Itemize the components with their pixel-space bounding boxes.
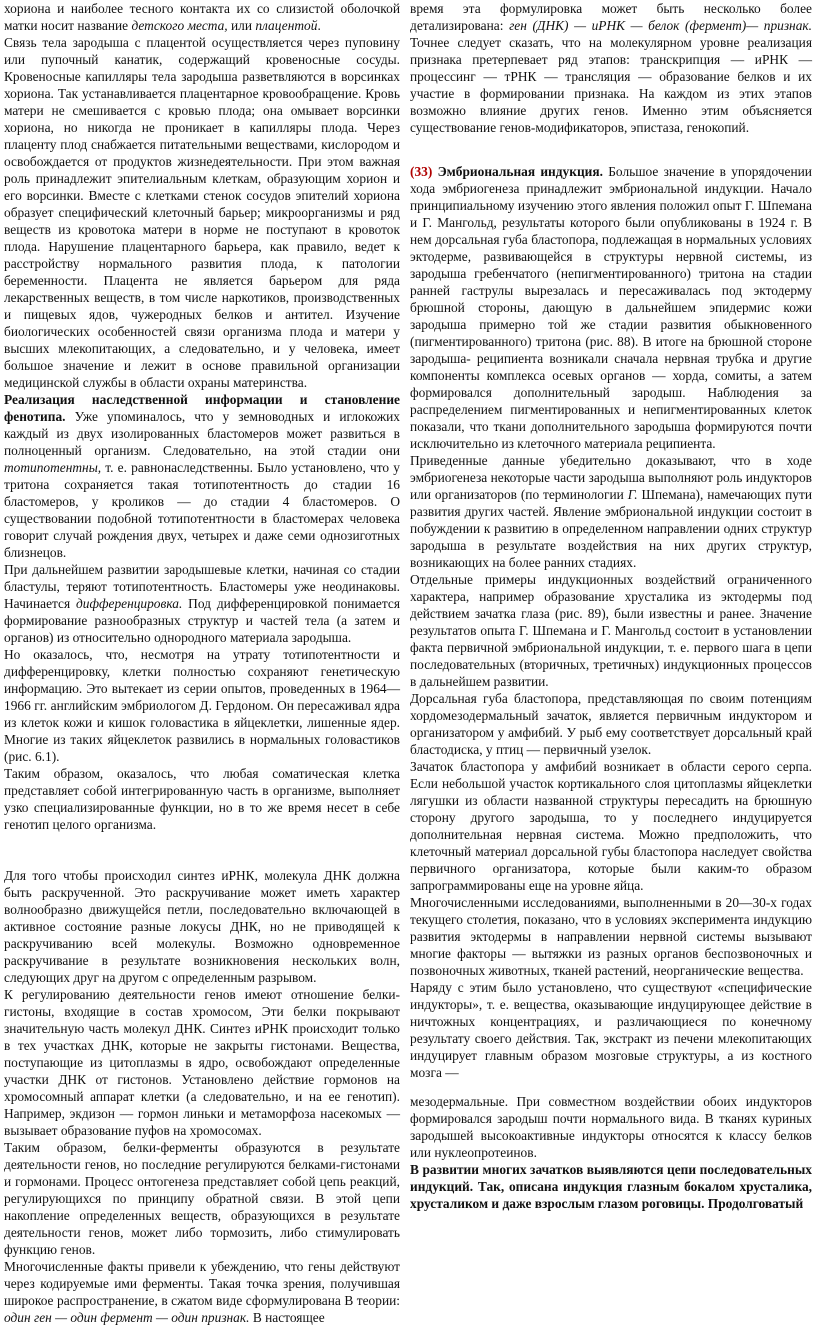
paragraph-histones: К регулированию деятельности генов имеют отношение белки-гистоны, входящие в состав хромосом, Эти белки покрывают значительную часть молекул ДНК. Синтез иРНК происходит только в тех участках ДНК, которые не закрыты гистонами. Вещества, поступающие из цитоплазмы в ядро, освобождают определенные участки ДНК от гистонов. Установлено действие гормонов на хромосомный аппарат клетки (а следовательно, и на ее генотип). Например, экдизон — гормон линьки и метаморфоза насекомых — вызывает образование пуфов на хромосомах. xyxy=(4,987,400,1138)
paragraph-grey-crescent: Зачаток бластопора у амфибий возникает в области серого серпа. Если небольшой участок кортикального слоя цитоплазмы яйцеклетки лягушки из области названной структуры пересадить на брюшную сторону другого зародыша, то у последнего индуцируется дополнительная нервная система. Можно предположить, что клеточный материал дорсальной губы бластопора наследует свойства первичного организатора, которые были каким-то образом запрограммированы еще на уровне яйца. xyxy=(410,759,812,893)
paragraph-placenta-name xyxy=(4,0,400,34)
text-run: Точнее следует сказать, что на молекулярном уровне реализация признака претерпевает ряд этапов: транскрипция — иРНК — процессинг — тРНК — трансляция — образование белков и их участие в формировании признака. На каждом из этих этапов возможно влияние других генов. Именно этим объясняется существование генов-модификаторов, эпистаза, генокопий. xyxy=(410,35,812,135)
text-run: Приведенные данные убедительно доказывают, что в ходе эмбриогенеза некоторые части зародыша выполняют роль индукторов или организаторов (по терминологии xyxy=(410,453,812,502)
paragraph-embryonic-induction xyxy=(410,163,812,452)
paragraph-inductors xyxy=(410,452,812,571)
paragraph-gene-chain xyxy=(410,0,812,136)
left-column xyxy=(4,0,400,1326)
section-heading-phenotype: Реализация наследственной информации и становление фенотипа. xyxy=(4,392,400,424)
paragraph-gap xyxy=(4,833,400,867)
text-run: время эта формулировка может быть несколько более детализирована: xyxy=(410,1,812,33)
text-run: Многочисленные факты привели к убеждению, что гены действуют через кодируемые ими ферменты. Такая точка зрения, получившая широкое распространение, в сжатом виде сформулирована В теории: xyxy=(4,1259,400,1308)
term-placenta: плацентой xyxy=(255,18,318,33)
right-column xyxy=(410,0,812,1212)
paragraph-one-gene-theory xyxy=(4,1258,400,1326)
paragraph-differentiation xyxy=(4,561,400,646)
paragraph-mesodermal: мезодермальные. При совместном воздействии обоих индукторов формировался зародыш почти нормального вида. В тканях куриных зародышей высокоактивные индукторы относятся к классу белков или нуклеопротеинов. xyxy=(410,1094,812,1160)
term-gene-chain: ген (ДНК) — иРНК — белок (фермент)— признак. xyxy=(509,18,813,33)
text-run: . xyxy=(317,18,321,33)
text-run: Шпемана), намечающих пути развития других частей. Явление эмбриональной индукции состоит в побуждении к развитию в определенном направлении одних структур зародыша в результате воздействия на них других структур, возникающих на более ранних стадиях. xyxy=(410,487,812,570)
section-heading-induction: Эмбриональная индукция. xyxy=(437,164,603,179)
paragraph-somatic-cell: Таким образом, оказалось, что любая соматическая клетка представляет собой интегрированную часть в организме, выполняет узко специализированные функции, но в то же время несет в себе генотип целого организма. xyxy=(4,766,400,832)
paragraph-induction-factors: Многочисленными исследованиями, выполненными в 20—30-х годах текущего столетия, показано, что в условиях эксперимента индукцию развития эктодермы в направлении нервной системы вызывают многие факторы — вытяжки из разных органов беспозвоночных и позвоночных животных, тканей растений, неорганические вещества. xyxy=(410,895,812,978)
text-run: т. е. равнонаследственны. Было установлено, что у тритона сохраняется такая тотипотентность до стадии 16 бластомеров, у кроликов — до стадии 4 бластомеров. О существовании подобной тотипотентности в бластомерах человека говорит случай рождения двух, четырех и даже семи однозиготных близнецов. xyxy=(4,460,400,560)
paragraph-dna-unwinding: Для того чтобы происходил синтез иРНК, молекула ДНК должна быть раскрученной. Это раскручивание может иметь характер волнообразно движущейся петли, последовательно включающей в активное состояние разные локусы ДНК, но не приводящей к раскручиванию всей молекулы. Возможно одновременное раскручивание в результате возникновения нескольких волн, следующих друг на другом с определенным разрывом. xyxy=(4,868,400,985)
paragraph-gap xyxy=(410,136,812,163)
text-run: При дальнейшем развитии зародышевые клетки, начиная со стадии бластулы, теряют тотипотентность. Бластомеры уже неодинаковы. Начинается xyxy=(4,562,400,611)
term-differentiation: дифференцировка. xyxy=(76,596,183,611)
text-run: хориона и наиболее тесного контакта их со слизистой оболочкой матки носит название xyxy=(4,1,400,33)
text-run: В настоящее xyxy=(249,1310,325,1325)
paragraph-specific-inductors: Наряду с этим было установлено, что существуют «специфические индукторы», т. е. вещества, оказывающие индуцирующее действие в ничтожных концентрациях, и различающиеся по конечному результату своего действия. Так, экстракт из печени млекопитающих индуцирует главным образом мозговые структуры, а из костного мозга — xyxy=(410,980,812,1080)
paragraph-feedback: Таким образом, белки-ферменты образуются в результате деятельности генов, но последние регулируются белками-гистонами и гормонами. Процесс онтогенеза представляет собой цепь реакций, регулирующихся по принципу обратной связи. В этой цепи накопление определенных веществ, образующихся в результате деятельности генов, может либо тормозить, либо стимулировать функцию генов. xyxy=(4,1140,400,1257)
question-number: (33) xyxy=(410,164,433,179)
paragraph-gurdon-experiment: Но оказалось, что, несмотря на утрату тотипотентности и дифференцировку, клетки полностью сохраняют генетическую информацию. Это вытекает из серии опытов, проведенных в 1964—1966 гг. английским эмбриологом Д. Гердоном. Он пересаживал ядра из клеток кожи и кишок головастика в яйцеклетки, лишенные ядер. Многие из таких яйцеклеток развились в нормальных головастиков (рис. 6.1). xyxy=(4,647,400,764)
paragraph-induction-examples: Отдельные примеры индукционных воздействий ограниченного характера, например образование хрусталика из эктодермы под действием зачатка глаза (рис. 89), были известны и ранее. Значение результатов опыта Г. Шпемана и Г. Мангольд состоит в установлении факта первичной эмбриональной индукции, т. е. первого шага в цепи последовательных (вторичных, третичных) индукционных процессов в дальнейшем развитии. xyxy=(410,572,812,689)
term-one-gene-one-enzyme: один ген — один фермент — один признак. xyxy=(4,1310,250,1325)
text-run: Большое значение в упорядочении хода эмбриогенеза принадлежит эмбриональной индукции. Начало принципиальному изучению этого явления положил опыт Г. Шпемана и Г. Мангольд, результаты которого были опубликованы в 1924 г. В нем дорсальная губа бластопора, подлежащая в нормальных условиях эктодерме, развивающейся в структуры нервной системы, из зародыша гребенчатого (непигментированного) тритона на стадии ранней гаструлы вырезалась и пересаживалась под эктодерму брюшной стороны, дающую в дальнейшем эпидермис кожи зародыша примерно той же стадии развития обыкновенного (пигментированного) тритона (рис. 88). В итоге на брюшной стороне зародыша- реципиента возникали сначала нервная трубка и другие компоненты комплекса осевых органов — хорда, сомиты, а затем формировался дополнительный зародыш. Наблюдения за распределением пигментированных и непигментированных клеток показали, что ткани дополнительного зародыша формируются почти исключительно из клеточного материала реципиента. xyxy=(410,164,812,451)
text-run: Под дифференцировкой понимается формирование разнообразных структур и частей тела (а затем и органов) из относительно однородного материала зародыша. xyxy=(4,596,400,645)
term-totipotent: тотипотентны, xyxy=(4,460,102,475)
text-run: или xyxy=(227,18,256,33)
term-detskoe-mesto: детского места, xyxy=(131,18,228,33)
paragraph-gap xyxy=(410,1081,812,1093)
term-initial: Г. xyxy=(627,487,638,502)
paragraph-induction-chains: В развитии многих зачатков выявляются цепи последовательных индукций. Так, описана индукция глазным бокалом хрусталика, хрусталиком и даже взрослым глазом роговицы. Продолговатый xyxy=(410,1162,812,1211)
paragraph-phenotype-section xyxy=(4,391,400,561)
text-run: Уже упоминалось, что у земноводных и иглокожих каждый из двух изолированных бластомеров может развиться в полноценный организм. Следовательно, на этой стадии они xyxy=(4,409,400,458)
paragraph-dorsal-lip: Дорсальная губа бластопора, представляющая по своим потенциям хордомезодермальный зачаток, является первичным индуктором и организатором у амфибий. У рыб ему соответствует дорсальный край бластодиска, у птиц — первичный узелок. xyxy=(410,691,812,757)
paragraph-placenta-connection: Связь тела зародыша с плацентой осуществляется через пуповину или пупочный канатик, содержащий кровеносные сосуды. Кровеносные капилляры тела зародыша разветвляются в ворсинках хориона. Так устанавливается плацентарное кровообращение. Кровь матери не смешивается с кровью плода; она омывает ворсинки хориона, но никогда не проникает в капилляры плода. Через плаценту плод снабжается питательными веществами, кислородом и освобождается от продуктов жизнедеятельности. При этом важная роль принадлежит эпителиальным клеткам, образующим хорион и его ворсинки. Вместе с клетками стенок сосудов эпителий хориона образует специфический клеточный барьер; микроорганизмы и ряд веществ из кровотока матери в норме не поступают в кровоток плода. Нарушение плацентарного барьера, как правило, ведет к расстройству нормального развития плода, к патологии беременности. Плацента не является барьером для ряда лекарственных веществ, в том числе наркотиков, производственных и пищевых ядов, чужеродных белков и антител. Изучение биологических особенностей связи организма плода и матери у высших млекопитающих, а следовательно, и у человека, имеет большое значение и лежит в основе правильной организации медицинской службы в области охраны материнства. xyxy=(4,35,400,390)
